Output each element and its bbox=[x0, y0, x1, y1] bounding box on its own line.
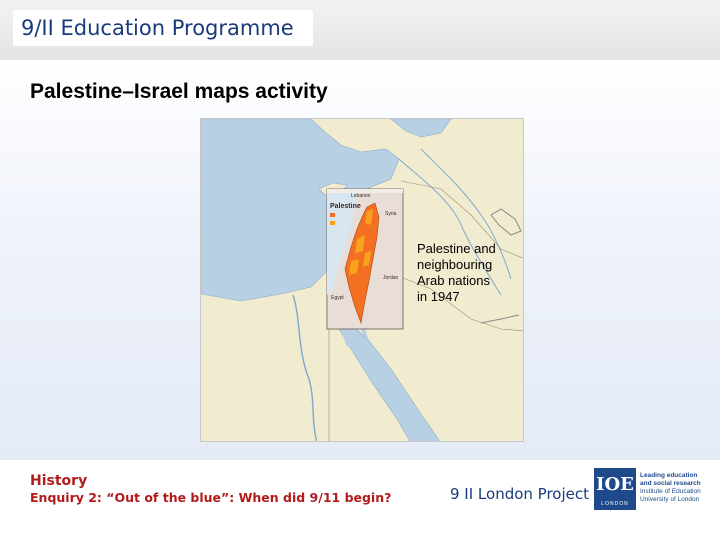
legend-swatch bbox=[330, 221, 335, 225]
slide-title: Palestine–Israel maps activity bbox=[30, 80, 328, 103]
map-caption bbox=[417, 241, 517, 305]
logo-line: and social research bbox=[640, 480, 701, 487]
caption-line: Arab nations bbox=[417, 273, 490, 288]
footer-subject: History bbox=[30, 473, 88, 489]
egypt-label: Egypt bbox=[331, 295, 344, 301]
logo-sub: LONDON bbox=[601, 501, 629, 507]
ioe-logo bbox=[594, 468, 636, 510]
caption-line: neighbouring bbox=[417, 257, 493, 272]
caption-line: in 1947 bbox=[417, 289, 460, 304]
footer-enquiry: Enquiry 2: “Out of the blue”: When did 9/11 begin? bbox=[30, 490, 392, 505]
logo-line: Institute of Education bbox=[640, 488, 701, 495]
footer-project-name: 9 II London Project bbox=[450, 485, 589, 503]
logo-mark: IOE bbox=[596, 474, 634, 495]
logo-line: University of London bbox=[640, 496, 700, 503]
syria-label: Syria bbox=[385, 211, 397, 217]
logo-line: Leading education bbox=[640, 472, 698, 479]
legend-swatch bbox=[330, 213, 335, 217]
logo-text bbox=[640, 472, 720, 504]
inset-legend-title: Palestine bbox=[330, 203, 361, 210]
caption-line: Palestine and bbox=[417, 241, 496, 256]
jordan-label: Jordan bbox=[383, 275, 399, 281]
lebanon-label: Lebanon bbox=[351, 193, 371, 199]
programme-title: 9/II Education Programme bbox=[13, 10, 313, 46]
